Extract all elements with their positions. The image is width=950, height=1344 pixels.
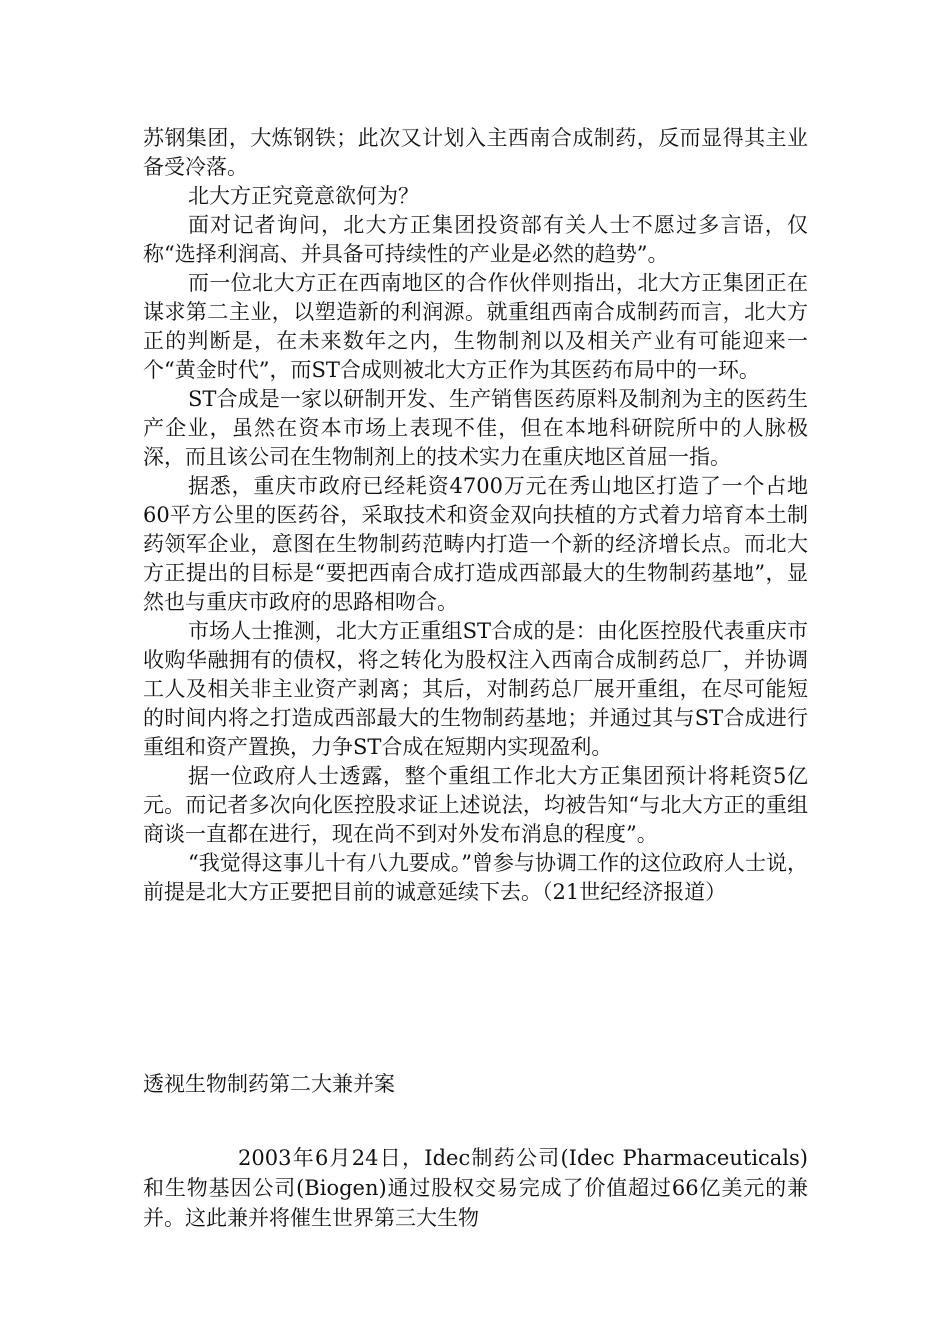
- paragraph: 而一位北大方正在西南地区的合作伙伴则指出，北大方正集团正在谋求第二主业，以塑造新的利润源。就重组西南合成制药而言，北大方正的判断是，在未来数年之内，生物制剂以及相关产业有可能迎来一个“黄金时代”，而ST合成则被北大方正作为其医药布局中的一环。: [143, 271, 808, 382]
- paragraph: 市场人士推测，北大方正重组ST合成的是：由化医控股代表重庆市收购华融拥有的债权，将之转化为股权注入西南合成制药总厂，并协调工人及相关非主业资产剥离；其后，对制药总厂展开重组，在尽可能短的时间内将之打造成西部最大的生物制药基地；并通过其与ST合成进行重组和资产置换，力争ST合成在短期内实现盈利。: [143, 619, 808, 759]
- paragraph: “我觉得这事儿十有八九要成。”曾参与协调工作的这位政府人士说，前提是北大方正要把目前的诚意延续下去。（21世纪经济报道）: [143, 851, 808, 904]
- paragraph: 据悉，重庆市政府已经耗资4700万元在秀山地区打造了一个占地60平方公里的医药谷，采取技术和资金双向扶植的方式着力培育本土制药领军企业，意图在生物制药范畴内打造一个新的经济增长点。而北大方正提出的目标是“要把西南合成打造成西部最大的生物制药基地”，显然也与重庆市政府的思路相吻合。: [143, 474, 808, 614]
- section-heading: 透视生物制药第二大兼并案: [143, 1072, 395, 1096]
- section-intro: [143, 1143, 808, 1233]
- paragraph: 2003年6月24日，Idec制药公司(Idec Pharmaceuticals)和生物基因公司(Biogen)通过股权交易完成了价值超过66亿美元的兼并。这此兼并将催生世界第三大生物: [143, 1146, 808, 1230]
- paragraph: ST合成是一家以研制开发、生产销售医药原料及制剂为主的医药生产企业，虽然在资本市场上表现不佳，但在本地科研院所中的人脉极深，而且该公司在生物制剂上的技术实力在重庆地区首屈一指。: [143, 387, 808, 469]
- paragraph: 面对记者询问，北大方正集团投资部有关人士不愿过多言语，仅称“选择利润高、并具备可持续性的产业是必然的趋势”。: [143, 213, 808, 266]
- article-body: [143, 124, 808, 907]
- paragraph: 苏钢集团，大炼钢铁；此次又计划入主西南合成制药，反而显得其主业备受冷落。: [143, 126, 808, 179]
- paragraph: 北大方正究竟意欲何为？: [188, 184, 419, 208]
- paragraph: 据一位政府人士透露，整个重组工作北大方正集团预计将耗资5亿元。而记者多次向化医控股求证上述说法，均被告知“与北大方正的重组商谈一直都在进行，现在尚不到对外发布消息的程度”。: [143, 764, 808, 846]
